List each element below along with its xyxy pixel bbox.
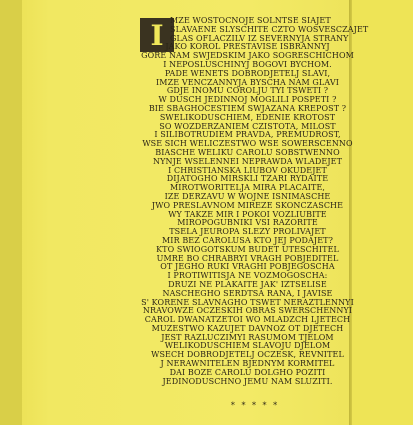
poem-line: IMZE VENCZANNYJA BYSCHA NAM GLAVI [156,77,339,87]
poem-line: UMRE BO CHRABRYI VRAGH POBJEDITEL [156,253,339,263]
poem-line: MIROPOGUBNIKI VSI RAZORITE [177,218,318,228]
poem-line: W DUSCH JEDINNOJ MOGLILI POSPETI ? [158,95,337,105]
poem-line: JEST RAZLUCZIMYI RASUMOM TJELOM [161,332,334,342]
poem-line: WSECH DOBRODJETELJ OCZESK, REVNITEL [151,350,344,360]
poem-line: J NERAWNITELEN BJEDNYM KORMITEL [160,359,335,369]
poem-line: SWELIKODUSCHIEM, EDENIE KROTOST [159,112,336,122]
poem-line: SLAVAENE SLYSCHITE CZTO WOSVESCZAJET [170,24,369,34]
poem-line: I NEPOSLUSCHINYJ BOGOVI BYCHOM. [163,59,332,69]
poem-line: TSELA JEUROPA SLEZY PROLIVAJET [169,227,326,237]
poem-line: IZE DERZAVU W WOJNE ISNIMASCHE [164,191,331,201]
poem-line: I PROTIWITISJA NE VOZMOGOSCHA: [167,271,328,281]
poem-line: NASCHEGHO SERDTSA RANA, I JAVISE [162,288,333,298]
poem-line: PADE WENETS DOBRODJETELJ SLAVI, [164,68,331,78]
poem-line: SO WOZDERZANIEM CZISTOTA, MILOST [159,121,336,131]
poem-line: S' KORENE SLAVNAGHO TSWET NERAZTLENNYI [141,297,354,307]
poem-line: I SILIBOTRUDIEM PRAVDA, PREMUDROST, [154,130,341,140]
poem-line: GDJE INOMU COROLJU TYI TSWETI ? [166,86,329,96]
poem-line: JAKO KOROL PRESTAVISE ISBRANNYJ [165,42,330,52]
poem-line: BIE SBAGHOCESTIEM SWJAZANA KREPOST ? [148,103,347,113]
poem-line: WSE SICH WELICZESTWO WSE SOWERSCENNO [142,139,353,149]
closing-stars: * * * * * [230,401,280,410]
poem-line: DIJATOGHO MIRSKLI TZARI RYDAITE [166,174,329,184]
poem-line: DRUZI NE PLAKAITE JAK' IZTSELISE [168,279,327,289]
poem-line: GORE NAM SWJEDSKIM JAKO SOGRESCHICHOM [141,51,354,61]
poem-line: JEDINODUSCHNO JEMU NAM SLUZITI. [162,376,333,386]
poem-line: I CHRISTIANSKA LIUBOV OKUDEJET [168,165,327,175]
drop-cap: I [140,18,174,52]
poem-line: MUZESTWO KAZUJET DAVNOZ OT DJETECH [151,323,344,333]
poem-line: KTO SWIOGOTSKUM BUDET UTESCHITEL [156,244,339,254]
page-edge-left [0,0,22,425]
poem-line: OT JEGHO RUKI VRAGHI POBJEGOSCHA [160,262,335,272]
poem-line: WELIKODUSCHIEM SLAVOJU DJELOM [164,341,331,351]
poem-line: BIASCHE WELIKU CAROLU SOBSTWENNO [155,147,340,157]
poem-text [130,16,369,386]
poem-line: MIROTWORITELJA MIRA PLACAITE, [169,183,326,193]
poem-line: MIR BEZ CAROLUSA KTO JEJ PODAJET? [162,235,333,245]
poem-line: NYNJE WSELENNEI NEPRAWDA WLADEJET [152,156,342,166]
poem-line: JWO PRESLAVNOM MIREZE SKONCZASCHE [151,200,344,210]
poem-line: MZE WOSTOCNOJE SOLNTSE SIAJET [170,16,331,25]
poem-line: WY TAKZE MIR I POKOI VOZLIUBITE [168,209,327,219]
poem-line: GLAS OFLACZILV IZ SEVERNYJA STRANY [170,33,349,43]
poem-line: DAI BOZE CAROLU DOLGHO POZITI [169,367,326,377]
poem-line: CAROL DWANATZETOI WO MLADZCH LJETECH [144,315,351,325]
poem-line: NRAVOWZE OCZESKIH OBRAS SWERSCHENNYI [142,306,353,316]
